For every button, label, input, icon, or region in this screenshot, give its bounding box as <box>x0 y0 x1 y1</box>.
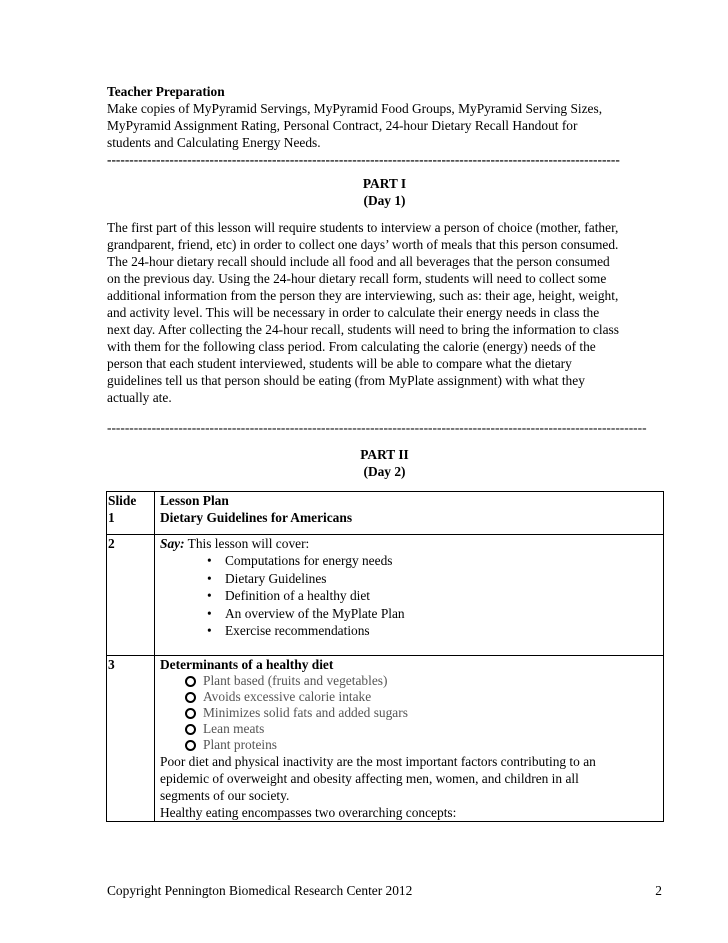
part2-header <box>107 446 662 480</box>
document-body <box>107 83 662 822</box>
page-footer <box>107 883 665 899</box>
list-item: Plant proteins <box>160 737 663 753</box>
list-item: Minimizes solid fats and added sugars <box>160 705 663 721</box>
table-row <box>107 535 664 656</box>
paragraph-line: and activity level. This will be necessary in order to calculate their energy needs in class the <box>107 305 600 320</box>
circle-bullet-icon <box>185 724 196 735</box>
light-separator: ------------------------------------------------------------------------------------------------------------------------- <box>107 420 647 435</box>
paragraph-line: person that each student interviewed, students will be able to compare what the dietary <box>107 356 572 371</box>
teacher-prep-line: Make copies of MyPyramid Servings, MyPyramid Food Groups, MyPyramid Serving Sizes, <box>107 101 603 116</box>
paragraph-line: actually ate. <box>107 390 172 405</box>
list-item: • Definition of a healthy diet <box>160 587 663 605</box>
paragraph-line: The first part of this lesson will require students to interview a person of choice (mother, father, <box>107 220 619 235</box>
part2-title: PART II <box>360 447 409 462</box>
plan-cell <box>155 492 664 535</box>
say-label: Say: <box>160 536 185 551</box>
list-item: Plant based (fruits and vegetables) <box>160 673 663 689</box>
paragraph-line: on the previous day. Using the 24-hour dietary recall form, students will need to collect some <box>107 271 607 286</box>
row-text: Poor diet and physical inactivity are the most important factors contributing to an epidemic of overweight and obesity affecting men, women, and children in all segments of our society. Healthy eating encompasses two overarching concepts: <box>160 754 596 820</box>
list-item: Avoids excessive calorie intake <box>160 689 663 705</box>
slide-header: Slide <box>108 493 137 508</box>
paragraph-line: next day. After collecting the 24-hour recall, students will need to bring the information to class <box>107 322 619 337</box>
paragraph-line: The 24-hour dietary recall should include all food and all beverages that the person consumed <box>107 254 610 269</box>
part1-paragraph <box>107 219 662 406</box>
list-item: • Exercise recommendations <box>160 622 663 640</box>
paragraph-line: with them for the following class period. From calculating the calorie (energy) needs of the <box>107 339 596 354</box>
slide-cell <box>107 492 155 535</box>
row-heading: Determinants of a healthy diet <box>160 657 334 672</box>
list-item: • Computations for energy needs <box>160 552 663 570</box>
slide-number: 3 <box>107 656 155 822</box>
say-text: This lesson will cover: <box>184 536 310 551</box>
determinants-list <box>160 673 663 753</box>
table-row <box>107 492 664 535</box>
teacher-prep-line: students and Calculating Energy Needs. <box>107 135 321 150</box>
part1-title: PART I <box>362 176 407 191</box>
part2-day: (Day 2) <box>363 464 406 479</box>
paragraph-line: grandparent, friend, etc) in order to collect one days’ worth of meals that this person consumed. <box>107 237 619 252</box>
teacher-prep-heading: Teacher Preparation <box>107 84 225 99</box>
list-item: • Dietary Guidelines <box>160 570 663 588</box>
topic-list <box>160 552 663 640</box>
part1-header <box>107 175 662 209</box>
copyright-text: Copyright Pennington Biomedical Research Center 2012 <box>107 883 413 898</box>
lesson-plan-table <box>106 491 664 822</box>
bold-separator: ------------------------------------------------------------------------------------------------------------------- <box>107 152 620 167</box>
table-row <box>107 656 664 822</box>
slide-number: 1 <box>108 510 115 525</box>
paragraph-line: guidelines tell us that person should be eating (from MyPlate assignment) with what they <box>107 373 585 388</box>
plan-cell <box>155 535 664 656</box>
plan-title: Dietary Guidelines for Americans <box>160 510 353 525</box>
list-item: Lean meats <box>160 721 663 737</box>
circle-bullet-icon <box>185 692 196 703</box>
paragraph-line: additional information from the person they are interviewing, such as: their age, height, weight, <box>107 288 619 303</box>
circle-bullet-icon <box>185 676 196 687</box>
teacher-prep-line: MyPyramid Assignment Rating, Personal Contract, 24-hour Dietary Recall Handout for <box>107 118 578 133</box>
plan-cell <box>155 656 664 822</box>
slide-number: 2 <box>107 535 155 656</box>
circle-bullet-icon <box>185 740 196 751</box>
part1-day: (Day 1) <box>363 193 406 208</box>
circle-bullet-icon <box>185 708 196 719</box>
list-item: • An overview of the MyPlate Plan <box>160 605 663 623</box>
page-number: 2 <box>655 883 662 898</box>
plan-header: Lesson Plan <box>160 493 229 508</box>
